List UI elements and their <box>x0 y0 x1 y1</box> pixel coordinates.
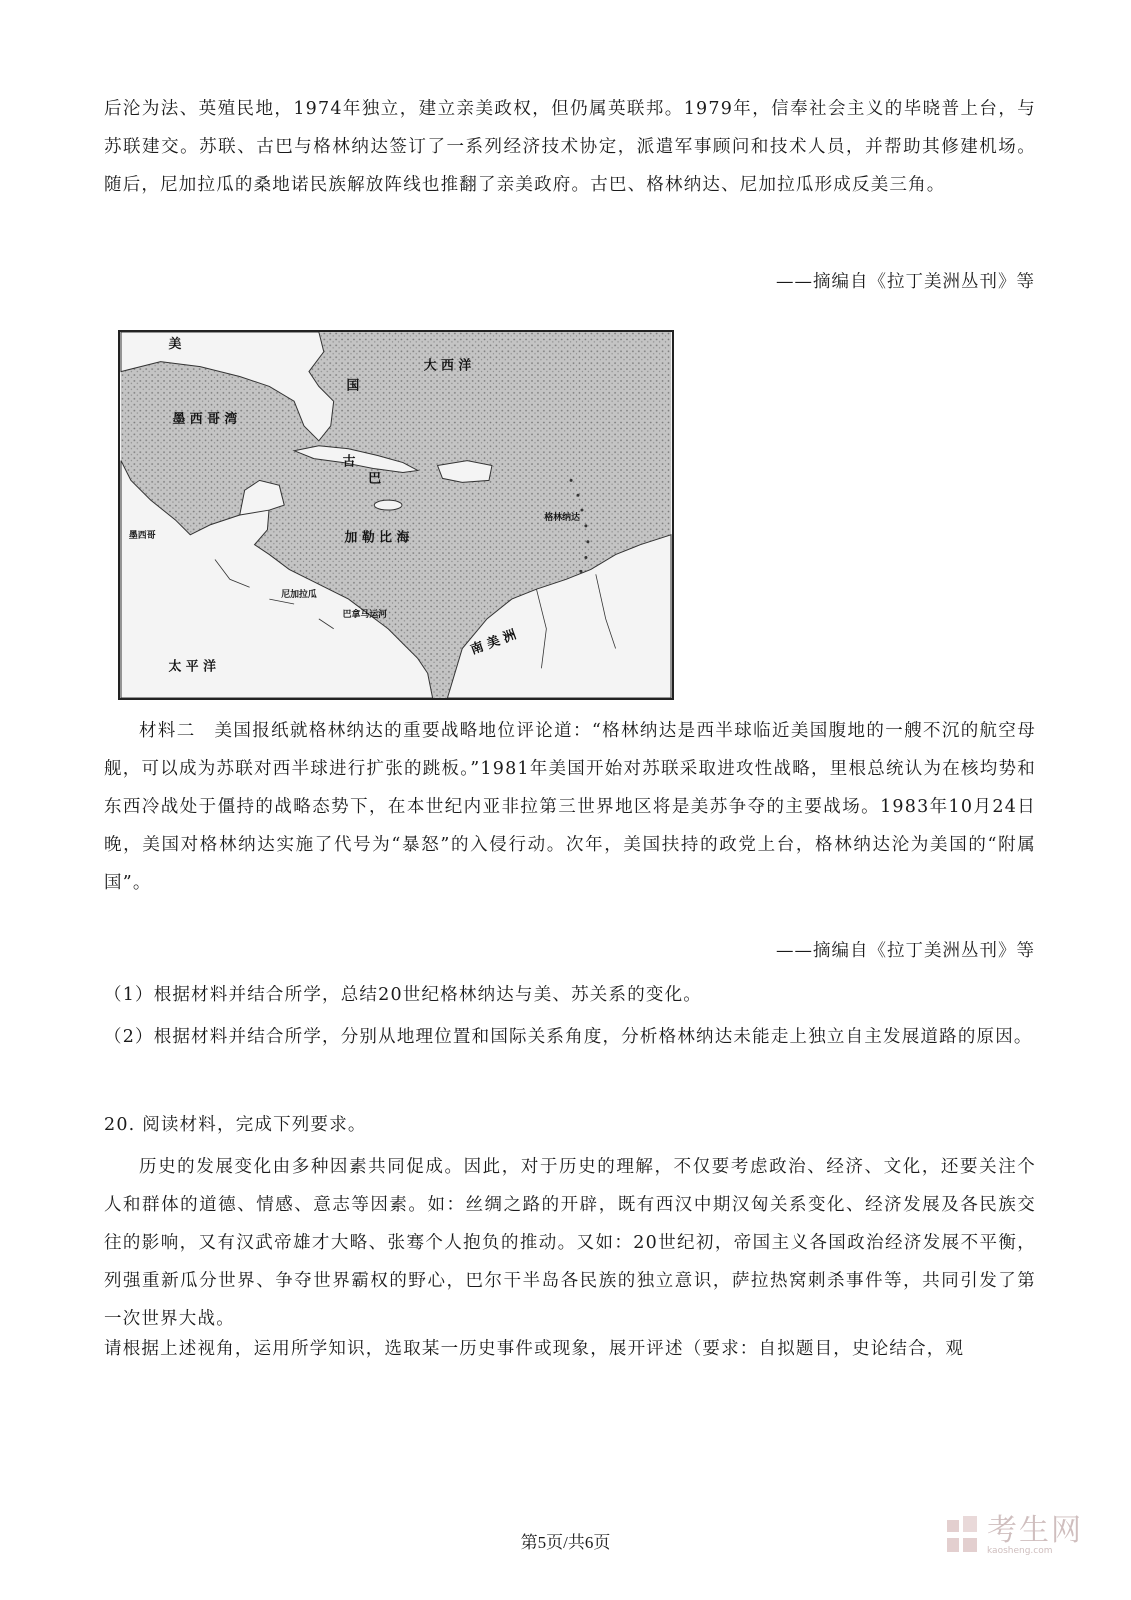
map-label-south-america: 南 美 洲 <box>468 627 519 658</box>
question-2: （2）根据材料并结合所学，分别从地理位置和国际关系角度，分析格林纳达未能走上独立自主发展道路的原因。 <box>104 1027 1033 1047</box>
map-label-atlantic: 大 西 洋 <box>423 358 472 374</box>
material-one-text: 后沦为法、英殖民地，1974年独立，建立亲美政权，但仍属英联邦。1979年，信奉社会主义的毕晓普上台，与苏联建交。苏联、古巴与格林纳达签订了一系列经济技术协定，派遣军事顾问和技术人员，并帮助其修建机场。随后，尼加拉瓜的桑地诺民族解放阵线也推翻了亲美政府。古巴、格林纳达、尼加拉瓜形成反美三角。 <box>104 99 1036 195</box>
map-label-caribbean: 加 勒 比 海 <box>344 530 410 546</box>
map-label-usa-1: 美 <box>168 336 182 352</box>
map-label-panama-canal: 巴拿马运河 <box>342 609 388 620</box>
map-label-usa-2: 国 <box>346 378 360 394</box>
watermark-url: kaosheng.com <box>987 1546 1053 1556</box>
watermark-text-group <box>987 1513 1083 1556</box>
watermark-logo-icon <box>945 1514 981 1558</box>
map-label-pacific: 太 平 洋 <box>168 659 216 675</box>
material-one-source: ——摘编自《拉丁美洲丛刊》等 <box>776 272 1035 292</box>
map-label-mexico: 墨西哥 <box>128 530 156 541</box>
page-number: 第5页/共6页 <box>520 1533 611 1552</box>
watermark <box>945 1514 1083 1558</box>
map-label-cuba-1: 古 <box>342 454 356 470</box>
watermark-name: 考生网 <box>987 1513 1083 1548</box>
question-20-instruction: 请根据上述视角，运用所学知识，选取某一历史事件或现象，展开评述（要求：自拟题目，史论结合，观 <box>104 1339 965 1359</box>
map-label-gulf-of-mexico: 墨 西 哥 湾 <box>172 412 238 428</box>
hispaniola-island <box>438 461 492 483</box>
question-20-body: 历史的发展变化由多种因素共同促成。因此，对于历史的理解，不仅要考虑政治、经济、文化，还要关注个人和群体的道德、情感、意志等因素。如：丝绸之路的开辟，既有西汉中期汉匈关系变化、经济发展及各民族交往的影响，又有汉武帝雄才大略、张骞个人抱负的推动。又如：20世纪初，帝国主义各国政治经济发展不平衡，列强重新瓜分世界、争夺世界霸权的野心，巴尔干半岛各民族的独立意识，萨拉热窝刺杀事件等，共同引发了第一次世界大战。 <box>104 1157 1036 1329</box>
jamaica-island <box>374 500 402 510</box>
question-1: （1）根据材料并结合所学，总结20世纪格林纳达与美、苏关系的变化。 <box>104 985 702 1005</box>
question-20-title: 20. 阅读材料，完成下列要求。 <box>104 1115 367 1135</box>
map-label-cuba-2: 巴 <box>368 471 382 487</box>
material-two-source: ——摘编自《拉丁美洲丛刊》等 <box>776 941 1035 961</box>
map-label-grenada: 格林纳达 <box>544 512 580 523</box>
caribbean-map <box>118 330 674 700</box>
material-two-text: 材料二 美国报纸就格林纳达的重要战略地位评论道：“格林纳达是西半球临近美国腹地的一艘不沉的航空母舰，可以成为苏联对西半球进行扩张的跳板。”1981年美国开始对苏联采取进攻性战略，里根总统认为在核均势和东西冷战处于僵持的战略态势下，在本世纪内亚非拉第三世界地区将是美苏争夺的主要战场。1983年10月24日晚，美国对格林纳达实施了代号为“暴怒”的入侵行动。次年，美国扶持的政党上台，格林纳达沦为美国的“附属国”。 <box>104 721 1036 893</box>
map-label-nicaragua: 尼加拉瓜 <box>281 590 317 601</box>
caribbean-map-graphic <box>120 332 672 698</box>
